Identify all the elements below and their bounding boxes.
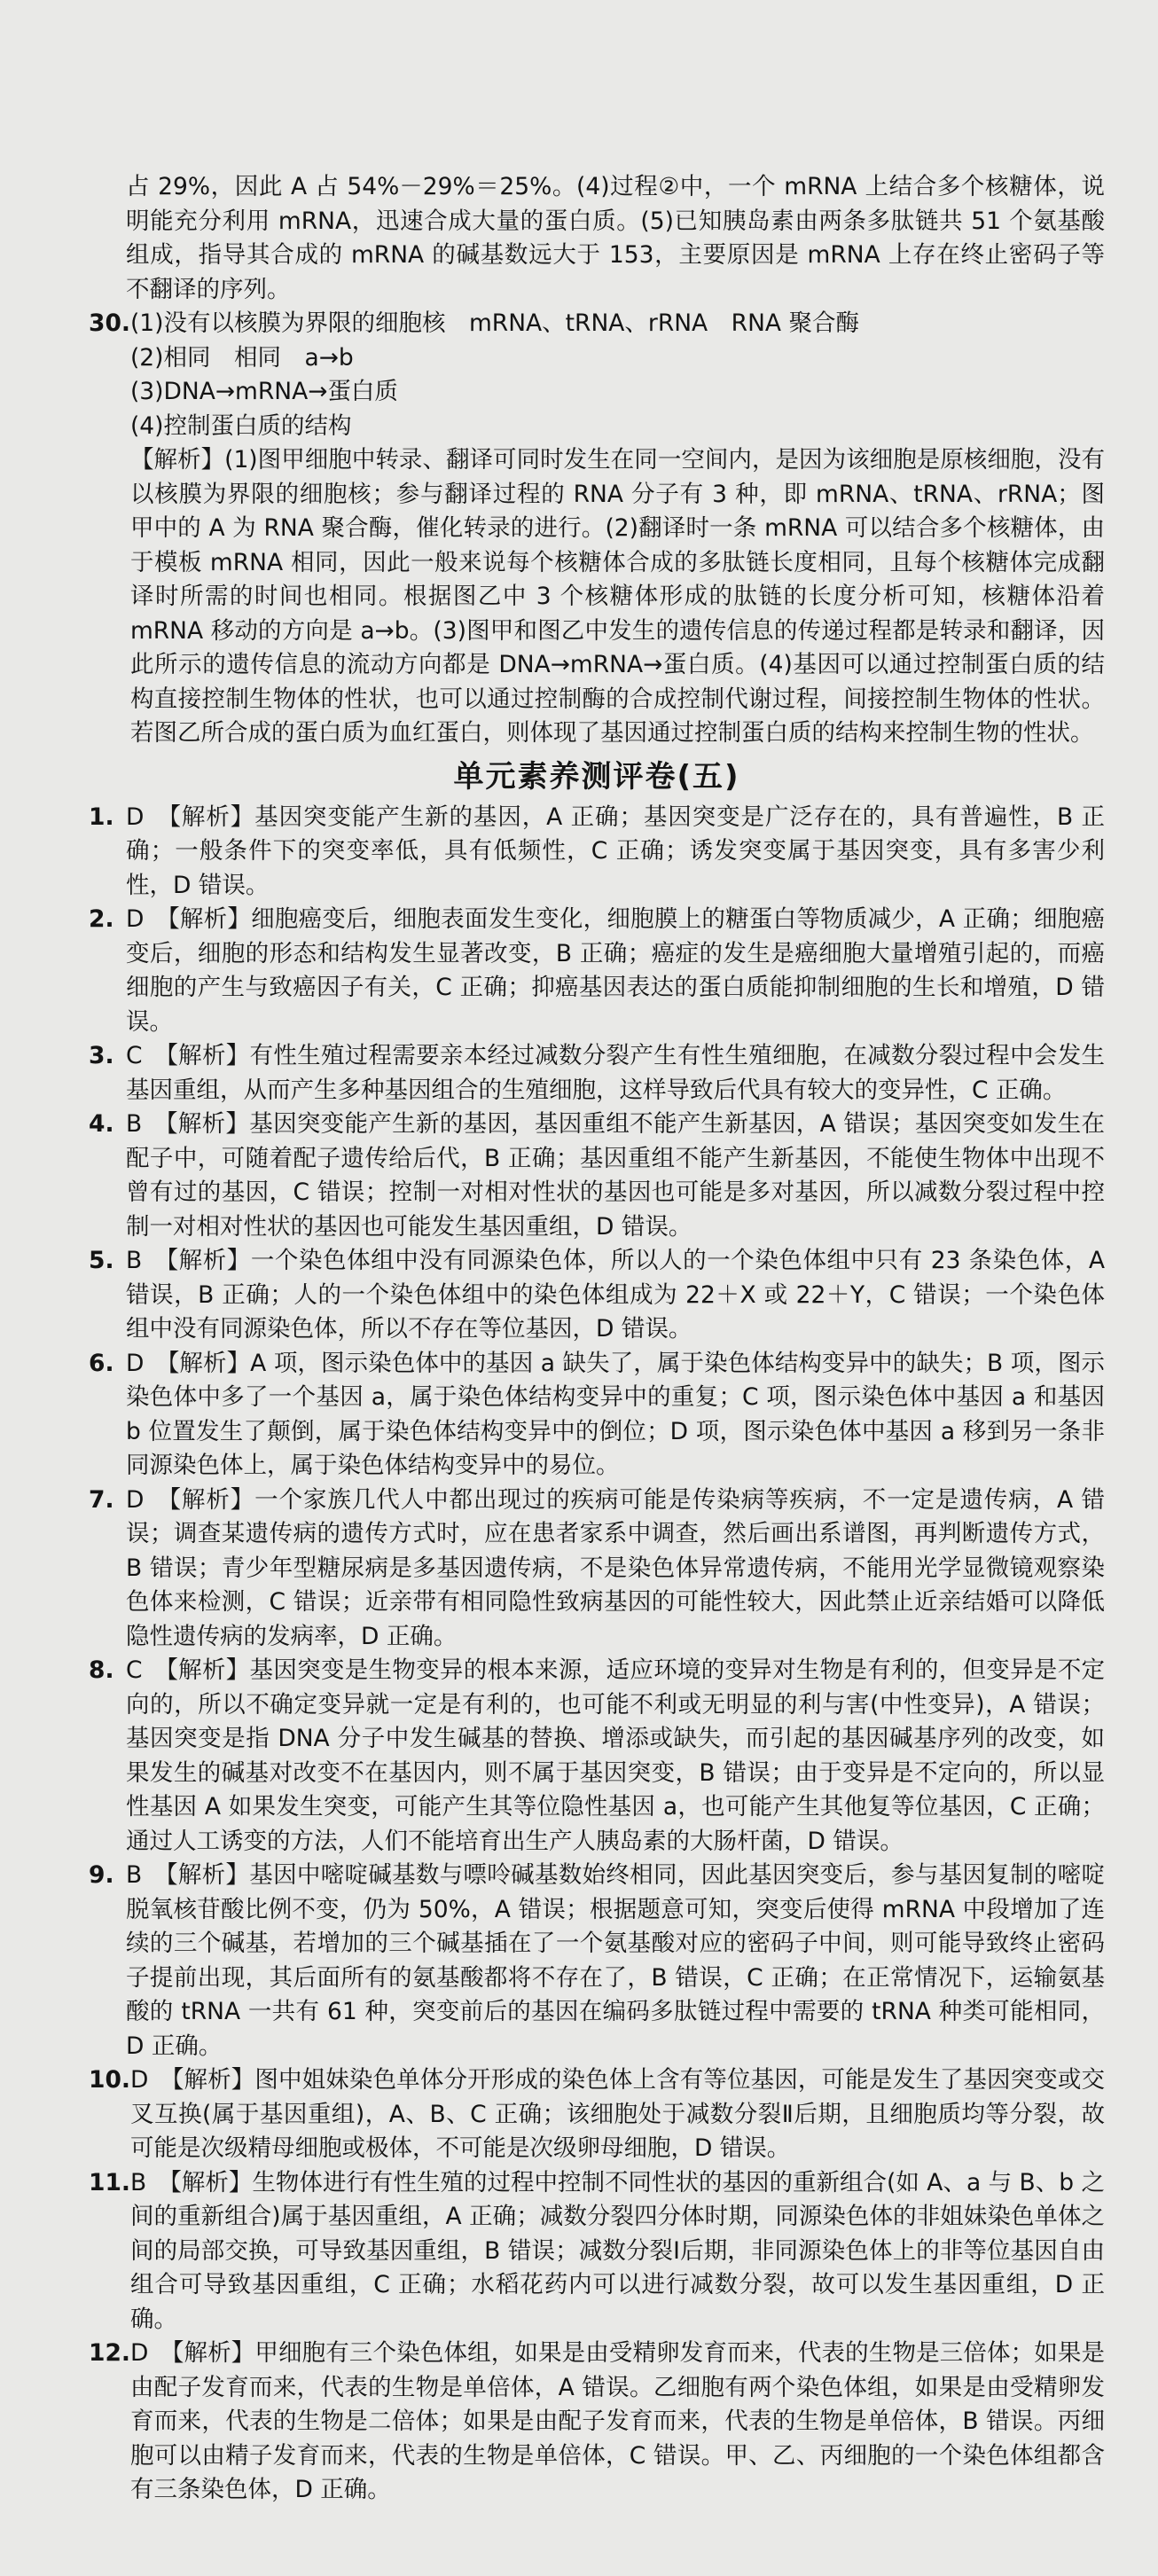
item-number: 6. — [89, 1349, 114, 1377]
answer-item — [89, 1244, 1105, 1347]
answer-item — [89, 1108, 1105, 1244]
answer-item — [89, 1859, 1105, 2063]
item-text: D 【解析】图中姐妹染色单体分开形成的染色体上含有等位基因，可能是发生了基因突变或交叉互换(属于基因重组)，A、B、C 正确；该细胞处于减数分裂Ⅱ后期，且细胞质均等分裂，故可能是次级精母细胞或极体，不可能是次级卵母细胞，D 错误。 — [129, 2066, 1105, 2162]
item-number: 2. — [89, 905, 114, 933]
answer-item — [89, 1347, 1105, 1484]
item-number: 12. — [89, 2339, 130, 2367]
item-text: B 【解析】一个染色体组中没有同源染色体，所以人的一个染色体组中只有 23 条染色体，A 错误，B 正确；人的一个染色体组中的染色体组成为 22＋X 或 22＋Y，C 错误；一个染色体组中没有同源染色体，所以不存在等位基因，D 错误。 — [126, 1247, 1105, 1343]
section-title: 单元素养测评卷(五) — [453, 758, 740, 795]
answer-item — [89, 1039, 1105, 1108]
answer-item — [89, 2337, 1105, 2508]
item-text: D 【解析】基因突变能产生新的基因，A 正确；基因突变是广泛存在的，具有普遍性，B 正确；一般条件下的突变率低，具有低频性，C 正确；诱发突变属于基因突变，具有多害少利性，D 错误。 — [126, 803, 1105, 899]
item-number: 3. — [89, 1042, 114, 1069]
item-number: 1. — [89, 803, 114, 831]
item-number: 5. — [89, 1247, 114, 1274]
item-number: 7. — [89, 1485, 114, 1514]
item-text: D 【解析】甲细胞有三个染色体组，如果是由受精卵发育而来，代表的生物是三倍体；如果是由配子发育而来，代表的生物是单倍体，A 错误。乙细胞有两个染色体组，如果是由受精卵发育而来，代表的生物是二倍体；如果是由配子发育而来，代表的生物是单倍体，B 错误。丙细胞可以由精子发育而来，代表的生物是单倍体，C 错误。甲、乙、丙细胞的一个染色体组都含有三条染色体，D 正确。 — [129, 2339, 1105, 2503]
answer-item — [89, 2166, 1105, 2337]
item-number: 10. — [89, 2066, 130, 2094]
question-number: 30. — [89, 309, 130, 337]
item-number: 9. — [89, 1861, 114, 1889]
item-text: B 【解析】基因中嘧啶碱基数与嘌呤碱基数始终相同，因此基因突变后，参与基因复制的嘧啶脱氧核苷酸比例不变，仍为 50%，A 错误；根据题意可知，突变后使得 mRNA 中段增加了连续的三个碱基，若增加的三个碱基插在了一个氨基酸对应的密码子中间，则可能导致终止密码子提前出现，其后面所有的氨基酸都将不存在了，B 错误，C 正确；在正常情况下，运输氨基酸的 tRNA 一共有 61 种，突变前后的基因在编码多肽链过程中需要的 tRNA 种类可能相同，D 正确。 — [126, 1861, 1105, 2060]
question-30 — [89, 307, 1105, 751]
answer-line-4: (4)控制蛋白质的结构 — [129, 411, 352, 440]
answer-item — [89, 801, 1105, 904]
item-text: D 【解析】一个家族几代人中都出现过的疾病可能是传染病等疾病，不一定是遗传病，A 错误；调查某遗传病的遗传方式时，应在患者家系中调查，然后画出系谱图，再判断遗传方式，B 错误；青少年型糖尿病是多基因遗传病，不是染色体异常遗传病，不能用光学显微镜观察染色体来检测，C 错误；近亲带有相同隐性致病基因的可能性较大，因此禁止近亲结婚可以降低隐性遗传病的发病率，D 正确。 — [126, 1485, 1105, 1650]
item-text: D 【解析】细胞癌变后，细胞表面发生变化，细胞膜上的糖蛋白等物质减少，A 正确；细胞癌变后，细胞的形态和结构发生显著改变，B 正确；癌症的发生是癌细胞大量增殖引起的，而癌细胞的产生与致癌因子有关，C 正确；抑癌基因表达的蛋白质能抑制细胞的生长和增殖，D 错误。 — [126, 905, 1105, 1036]
answer-line-3: (3)DNA→mRNA→蛋白质 — [129, 378, 398, 405]
question-body — [130, 307, 1105, 751]
answer-item — [89, 1654, 1105, 1859]
analysis-paragraph: 【解析】(1)图甲细胞中转录、翻译可同时发生在同一空间内，是因为该细胞是原核细胞，没有以核膜为界限的细胞核；参与翻译过程的 RNA 分子有 3 种，即 mRNA、tRNA、rRNA；图甲中的 A 为 RNA 聚合酶，催化转录的进行。(2)翻译时一条 mRNA 可以结合多个核糖体，由于模板 mRNA 相同，因此一般来说每个核糖体合成的多肽链长度相同，且每个核糖体完成翻译时所需的时间也相同。根据图乙中 3 个核糖体形成的肽链的长度分析可知，核糖体沿着 mRNA 移动的方向是 a→b。(3)图甲和图乙中发生的遗传信息的传递过程都是转录和翻译，因此所示的遗传信息的流动方向都是 DNA→mRNA→蛋白质。(4)基因可以通过控制蛋白质的结构直接控制生物体的性状，也可以通过控制酶的合成控制代谢过程，间接控制生物体的性状。若图乙所合成的蛋白质为血红蛋白，则体现了基因通过控制蛋白质的结构来控制生物的性状。 — [129, 446, 1105, 747]
answer-item — [89, 2063, 1105, 2166]
answer-item — [89, 903, 1105, 1039]
answer-line-2: (2)相同 相同 a→b — [129, 343, 354, 372]
item-text: C 【解析】有性生殖过程需要亲本经过减数分裂产生有性生殖细胞，在减数分裂过程中会发生基因重组，从而产生多种基因组合的生殖细胞，这样导致后代具有较大的变异性，C 正确。 — [126, 1042, 1105, 1104]
item-number: 11. — [89, 2168, 130, 2196]
answer-list — [89, 801, 1105, 2508]
item-text: B 【解析】生物体进行有性生殖的过程中控制不同性状的基因的重新组合(如 A、a 与 B、b 之间的重新组合)属于基因重组，A 正确；减数分裂四分体时期，同源染色体的非姐妹染色单体之间的局部交换，可导致基因重组，B 错误；减数分裂Ⅰ后期，非同源染色体上的非等位基因自由组合可导致基因重组，C 正确；水稻花药内可以进行减数分裂，故可以发生基因重组，D 正确。 — [129, 2168, 1105, 2333]
item-number: 8. — [89, 1656, 114, 1684]
item-text: C 【解析】基因突变是生物变异的根本来源，适应环境的变异对生物是有利的，但变异是不定向的，所以不确定变异就一定是有利的，也可能不利或无明显的利与害(中性变异)，A 错误；基因突变是指 DNA 分子中发生碱基的替换、增添或缺失，而引起的基因碱基序列的改变，如果发生的碱基对改变不在基因内，则不属于基因突变，B 错误；由于变异是不定向的，所以显性基因 A 如果发生突变，可能产生其等位隐性基因 a，也可能产生其他复等位基因，C 正确；通过人工诱变的方法，人们不能培育出生产人胰岛素的大肠杆菌，D 错误。 — [126, 1656, 1105, 1855]
item-text: D 【解析】A 项，图示染色体中的基因 a 缺失了，属于染色体结构变异中的缺失；B 项，图示染色体中多了一个基因 a，属于染色体结构变异中的重复；C 项，图示染色体中基因 a 和基因 b 位置发生了颠倒，属于染色体结构变异中的倒位；D 项，图示染色体中基因 a 移到另一条非同源染色体上，属于染色体结构变异中的易位。 — [126, 1349, 1105, 1479]
answer-line-1: (1)没有以核膜为界限的细胞核 mRNA、tRNA、rRNA RNA 聚合酶 — [129, 309, 859, 337]
answer-item — [89, 1484, 1105, 1655]
item-number: 4. — [89, 1110, 114, 1138]
item-text: B 【解析】基因突变能产生新的基因，基因重组不能产生新基因，A 错误；基因突变如发生在配子中，可随着配子遗传给后代，B 正确；基因重组不能产生新基因，不能使生物体中出现不曾有过的基因，C 错误；控制一对相对性状的基因也可能是多对基因，所以减数分裂过程中控制一对相对性状的基因也可能发生基因重组，D 错误。 — [126, 1110, 1105, 1241]
intro-paragraph: 占 29%，因此 A 占 54%－29%＝25%。(4)过程②中，一个 mRNA 上结合多个核糖体，说明能充分利用 mRNA，迅速合成大量的蛋白质。(5)已知胰岛素由两条多肽链共 51 个氨基酸组成，指导其合成的 mRNA 的碱基数远大于 153，主要原因是 mRNA 上存在终止密码子等不翻译的序列。 — [126, 173, 1105, 303]
